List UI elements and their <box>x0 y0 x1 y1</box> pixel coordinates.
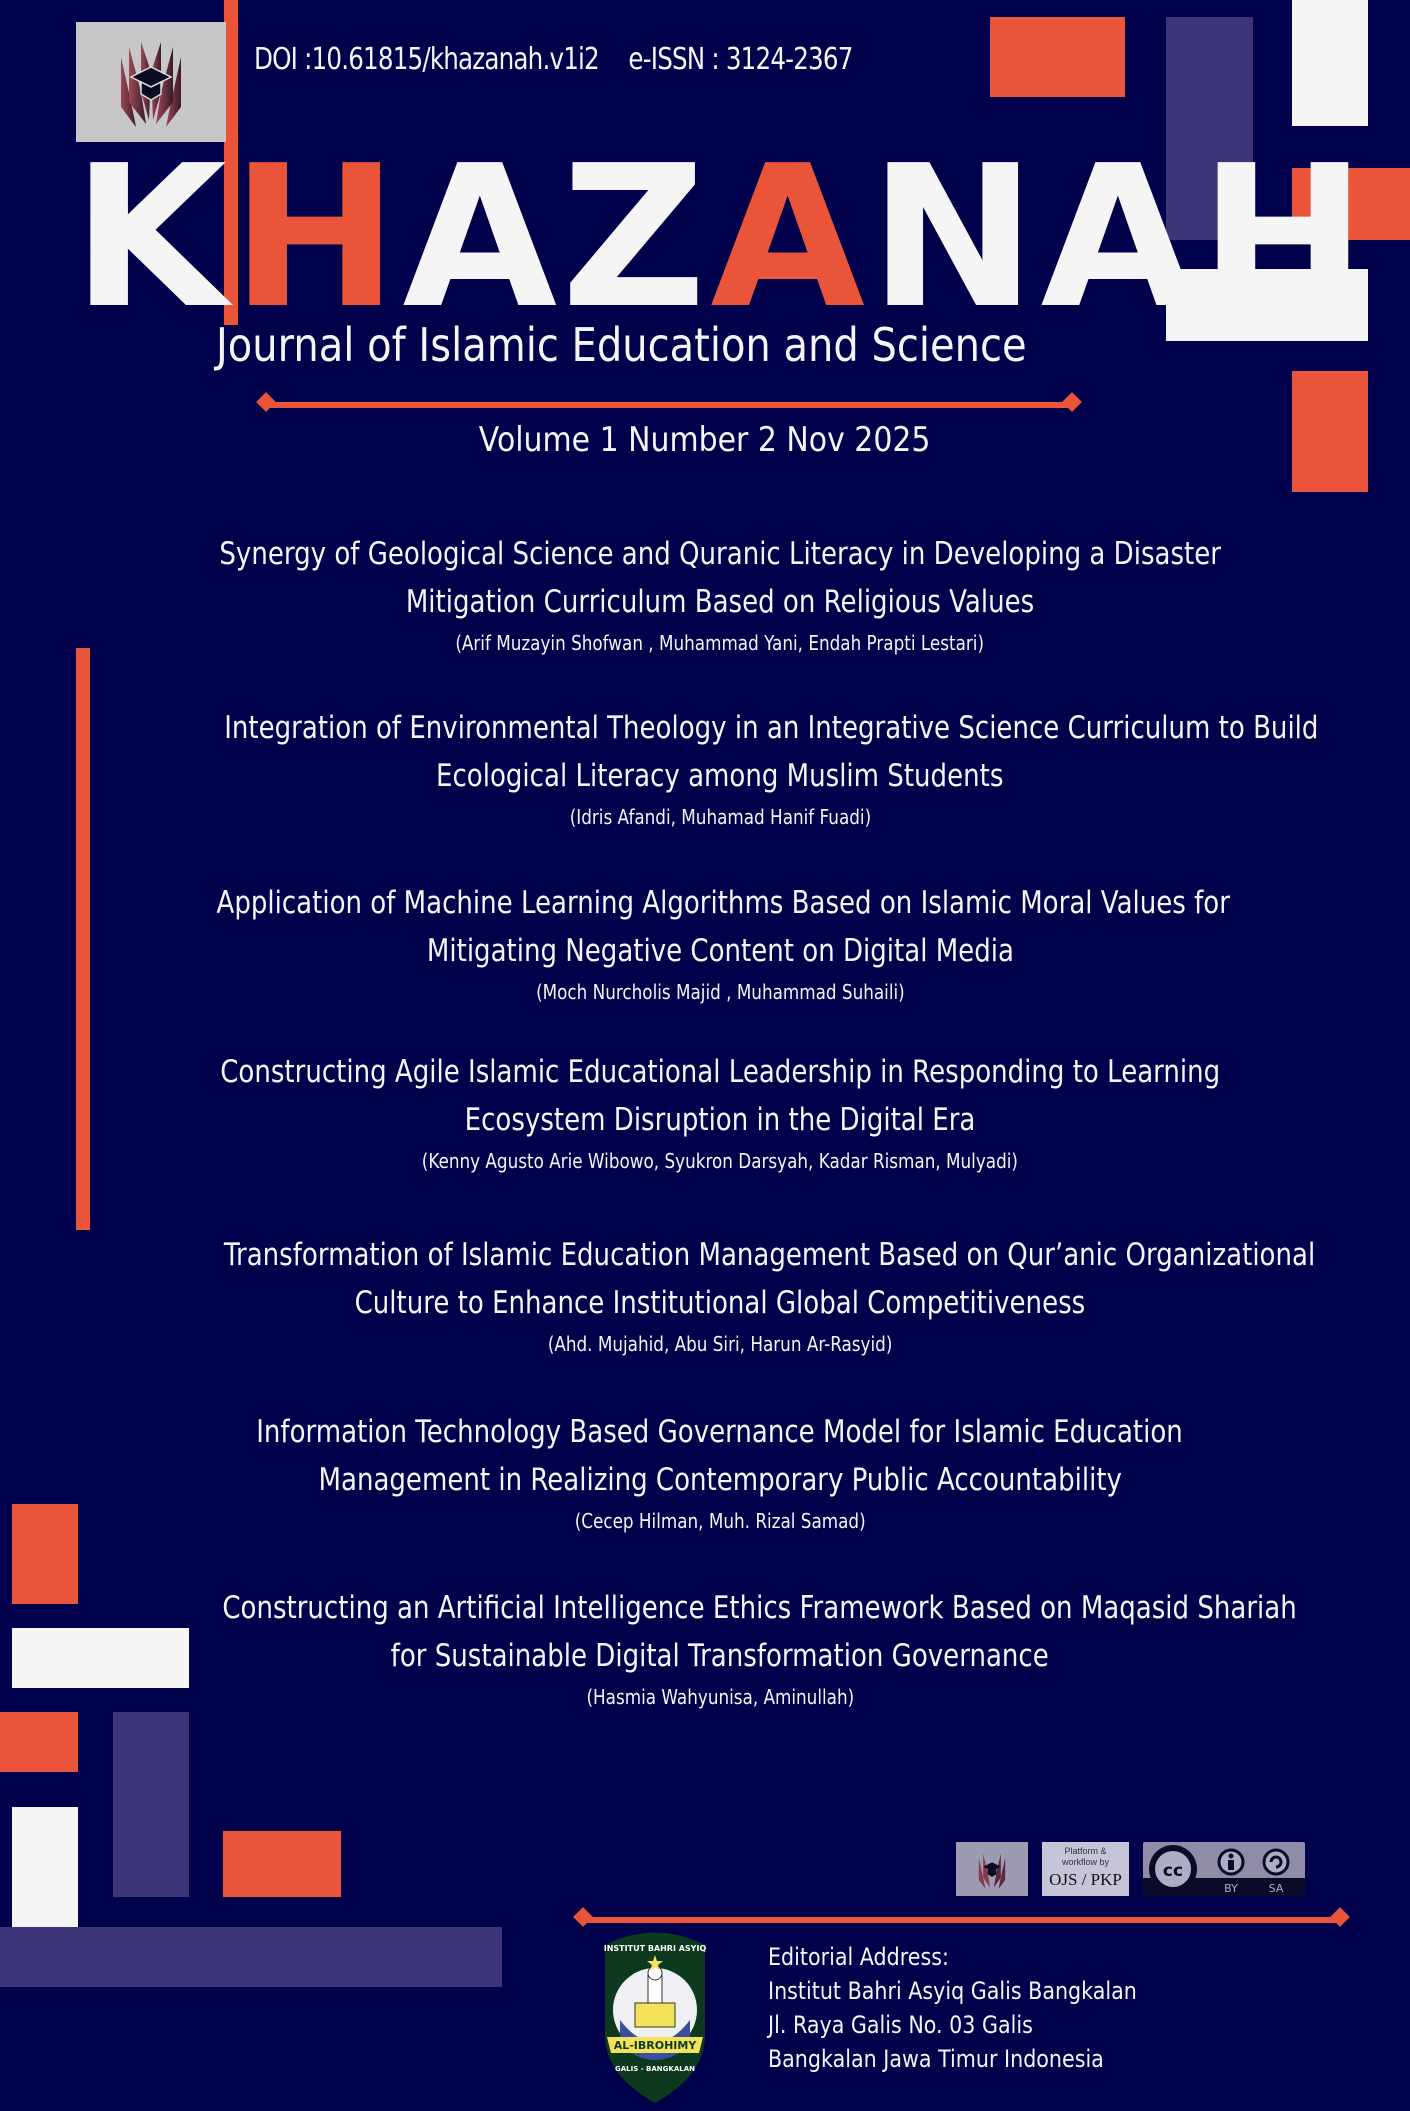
title-part: AZ <box>402 124 711 352</box>
article-entry <box>120 1584 1320 1712</box>
ojs-label-line: workflow by <box>1061 1857 1109 1867</box>
article-entry <box>120 704 1320 832</box>
institution-seal-icon <box>595 1925 715 2105</box>
decor-bottom-bar <box>0 1927 502 1987</box>
journal-logo-small <box>956 1842 1028 1896</box>
address-label: Editorial Address: <box>768 1943 949 1971</box>
seal-ribbon-text: AL-IBROHIMY <box>613 2039 697 2052</box>
article-entry <box>120 1231 1320 1359</box>
doi-text: DOI :10.61815/khazanah.v1i2 <box>254 42 599 77</box>
ojs-pkp-badge[interactable] <box>1042 1842 1129 1896</box>
decor-vertical-line-left <box>76 648 90 1230</box>
cc-sa-label: SA <box>1268 1882 1284 1895</box>
header-divider <box>266 402 1072 408</box>
address-line: Institut Bahri Asyiq Galis Bangkalan <box>768 1977 1137 2005</box>
article-entry <box>120 879 1320 1007</box>
article-entry <box>120 1048 1320 1176</box>
address-line: Bangkalan Jawa Timur Indonesia <box>768 2045 1104 2073</box>
article-title-line: Synergy of Geological Science and Quranic Literacy in Developing a Disaster <box>219 536 1221 572</box>
decor-block <box>0 1712 78 1772</box>
article-title-line: Management in Realizing Contemporary Public Accountability <box>318 1462 1122 1498</box>
cc-text: cc <box>1162 1861 1184 1881</box>
decor-block <box>12 1504 78 1604</box>
article-authors: (Kenny Agusto Arie Wibowo, Syukron Darsyah, Kadar Risman, Mulyadi) <box>421 1149 1019 1173</box>
ojs-label-line: Platform & <box>1064 1846 1107 1856</box>
volume-text: Volume 1 Number 2 Nov 2025 <box>479 420 931 460</box>
article-title-line: Constructing an Artificial Intelligence Ethics Framework Based on Maqasid Shariah <box>222 1590 1297 1626</box>
journal-identifiers <box>254 42 853 77</box>
decor-block <box>113 1712 189 1897</box>
decor-block <box>1292 0 1368 126</box>
article-title-line: Integration of Environmental Theology in an Integrative Science Curriculum to Build <box>224 710 1319 746</box>
address-line: Jl. Raya Galis No. 03 Galis <box>768 2011 1033 2039</box>
article-title-line: Transformation of Islamic Education Management Based on Qur’anic Organizational <box>223 1237 1316 1273</box>
editorial-address <box>768 1940 1197 2076</box>
book-graduation-cap-icon <box>101 32 201 132</box>
journal-subtitle: Journal of Islamic Education and Science <box>216 318 1027 372</box>
title-part: K <box>72 124 232 352</box>
seal-bottom-text: GALIS - BANGKALAN <box>615 2065 695 2073</box>
article-title-line: Culture to Enhance Institutional Global Competitiveness <box>354 1285 1086 1321</box>
article-title-line: Mitigation Curriculum Based on Religious Values <box>405 584 1035 620</box>
article-authors: (Idris Afandi, Muhamad Hanif Fuadi) <box>569 805 871 829</box>
article-title-line: Information Technology Based Governance Model for Islamic Education <box>256 1414 1184 1450</box>
article-authors: (Moch Nurcholis Majid , Muhammad Suhaili) <box>535 980 905 1004</box>
book-graduation-cap-icon <box>970 1847 1014 1891</box>
decor-block <box>990 17 1125 97</box>
article-authors: (Hasmia Wahyunisa, Aminullah) <box>586 1685 854 1709</box>
issn-text: e-ISSN : 3124-2367 <box>628 42 853 77</box>
decor-block <box>12 1807 78 1932</box>
article-title-line: for Sustainable Digital Transformation Governance <box>390 1638 1050 1674</box>
title-part: NAH <box>869 124 1371 352</box>
article-title-line: Ecological Literacy among Muslim Students <box>436 758 1004 794</box>
article-authors: (Cecep Hilman, Muh. Rizal Samad) <box>574 1509 866 1533</box>
article-entry <box>120 530 1320 658</box>
footer-divider <box>583 1917 1340 1923</box>
seal-top-text: INSTITUT BAHRI ASYIQ <box>603 1944 707 1953</box>
article-title-line: Application of Machine Learning Algorithms Based on Islamic Moral Values for <box>216 885 1230 921</box>
article-entry <box>120 1408 1320 1536</box>
article-authors: (Ahd. Mujahid, Abu Siri, Harun Ar-Rasyid) <box>547 1332 893 1356</box>
ojs-label: OJS / PKP <box>1049 1870 1122 1889</box>
article-title-line: Mitigating Negative Content on Digital Media <box>426 933 1014 969</box>
article-authors: (Arif Muzayin Shofwan , Muhammad Yani, Endah Prapti Lestari) <box>455 631 985 655</box>
title-part-highlight: A <box>710 124 870 352</box>
title-part-highlight: H <box>231 124 403 352</box>
article-title-line: Constructing Agile Islamic Educational Leadership in Responding to Learning <box>220 1054 1220 1090</box>
decor-block <box>223 1831 341 1897</box>
creative-commons-icon <box>1143 1842 1305 1896</box>
volume-info <box>0 420 1410 460</box>
institution-seal <box>595 1925 715 2105</box>
article-title-line: Ecosystem Disruption in the Digital Era <box>464 1102 976 1138</box>
cc-by-label: BY <box>1224 1882 1238 1895</box>
cc-by-sa-license-badge[interactable] <box>1143 1842 1305 1896</box>
